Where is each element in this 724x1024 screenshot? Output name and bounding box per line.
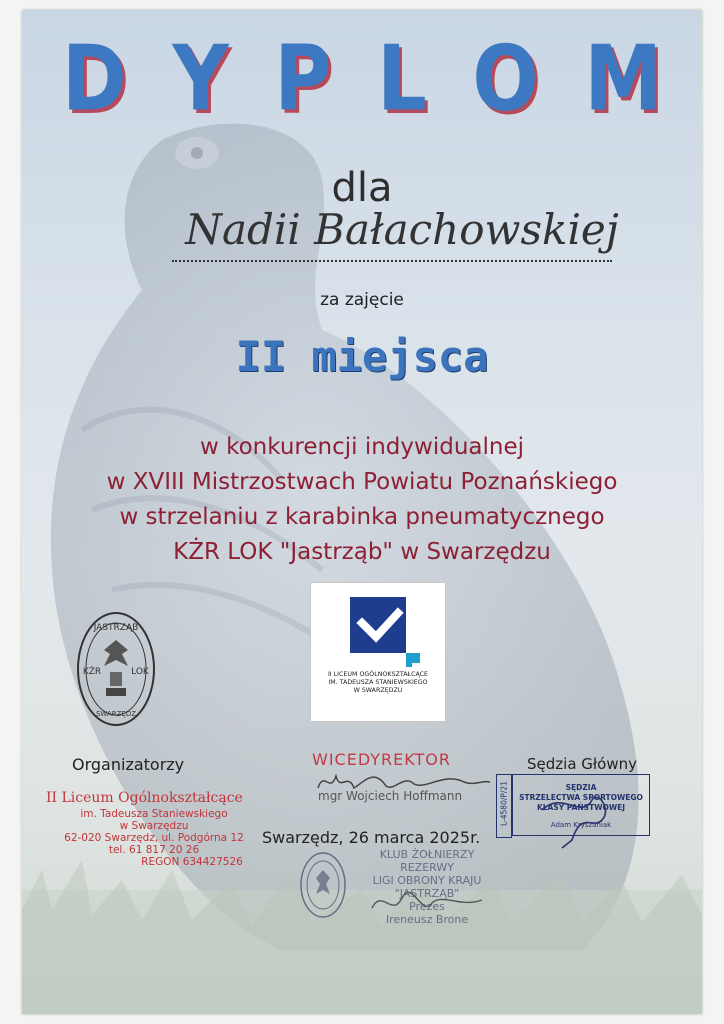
- seal-top-text: JASTRZĄB: [93, 623, 139, 633]
- title-letter: P: [274, 28, 332, 132]
- stamp-line: KLASY PAŃSTWOWEJ: [536, 803, 626, 812]
- chief-judge-label: Sędzia Główny: [527, 755, 637, 773]
- description-line: KŻR LOK "Jastrząb" w Swarzędzu: [173, 539, 551, 565]
- caption-line: W SWARZĘDZU: [353, 687, 403, 694]
- license-stamp: [496, 774, 512, 838]
- seal-left-text: KŻR: [82, 667, 102, 677]
- organizer-address-line: REGON 634427526: [141, 856, 243, 868]
- vice-director-title: WICEDYREKTOR: [312, 750, 451, 769]
- diploma-sheet: [22, 10, 702, 1014]
- stamp-line: "JASTRZĄB": [394, 887, 460, 900]
- seal-bottom-text: SWARZĘDZ: [95, 710, 137, 718]
- title-letter: L: [377, 28, 427, 132]
- title-letter: O: [472, 28, 539, 132]
- president-signature: [362, 878, 492, 928]
- stamp-line: SĘDZIA: [565, 783, 597, 792]
- organizer-address-line: im. Tadeusza Staniewskiego: [80, 808, 228, 820]
- placement: II miejsca: [235, 332, 489, 381]
- title-letter: D: [62, 28, 127, 132]
- school-logo: [310, 582, 446, 722]
- diploma-title: [62, 28, 662, 132]
- caption-line: II LICEUM OGÓLNOKSZTAŁCĄCE: [327, 671, 429, 678]
- caption-line: IM. TADEUSZA STANIEWSKIEGO: [328, 679, 428, 686]
- chief-judge-signature: [522, 780, 632, 850]
- club-round-stamp: [298, 850, 348, 920]
- school-logo-caption: [315, 671, 441, 695]
- for-label: dla: [331, 165, 393, 211]
- organizer-address-line: tel. 61 817 20 26: [108, 844, 200, 856]
- achievement-description: [22, 430, 702, 570]
- description-line: w XVIII Mistrzostwach Powiatu Poznańskiego: [106, 469, 618, 495]
- title-letter: Y: [172, 28, 229, 132]
- stamp-line: Prezes: [409, 900, 445, 913]
- for-taking-label: za zajęcie: [320, 290, 404, 310]
- description-line: w strzelaniu z karabinka pneumatycznego: [119, 504, 605, 530]
- club-seal-emblem: [76, 610, 156, 728]
- recipient-name: Nadii Bałachowskiej: [185, 205, 619, 254]
- recipient-dotted-line: [172, 260, 612, 262]
- stamp-line: LIGI OBRONY KRAJU: [372, 874, 482, 887]
- description-line: w konkurencji indywidualnej: [199, 434, 525, 460]
- checkmark-icon: [350, 597, 422, 669]
- stamp-line: Ireneusz Brone: [385, 913, 469, 926]
- license-number: L-4580/P/21: [499, 781, 509, 826]
- issue-date: Swarzędz, 26 marca 2025r.: [262, 828, 481, 847]
- stamp-line: STRZELECTWA SPORTOWEGO: [519, 793, 643, 802]
- vice-director-name: mgr Wojciech Hoffmann: [318, 789, 463, 803]
- stamp-judge-name: Adam Kryszaniak: [550, 821, 612, 829]
- organizers-label: Organizatorzy: [72, 755, 185, 774]
- organizer-address-line: 62-020 Swarzędz, ul. Podgórna 12: [64, 832, 244, 844]
- seal-right-text: LOK: [131, 667, 149, 677]
- organizer-address-line: w Swarzędzu: [119, 820, 189, 832]
- organizer-school-name: II Liceum Ogólnokształcące: [46, 790, 243, 806]
- stamp-line: KLUB ŻOŁNIERZY REZERWY: [379, 848, 475, 874]
- title-letter: M: [584, 28, 662, 132]
